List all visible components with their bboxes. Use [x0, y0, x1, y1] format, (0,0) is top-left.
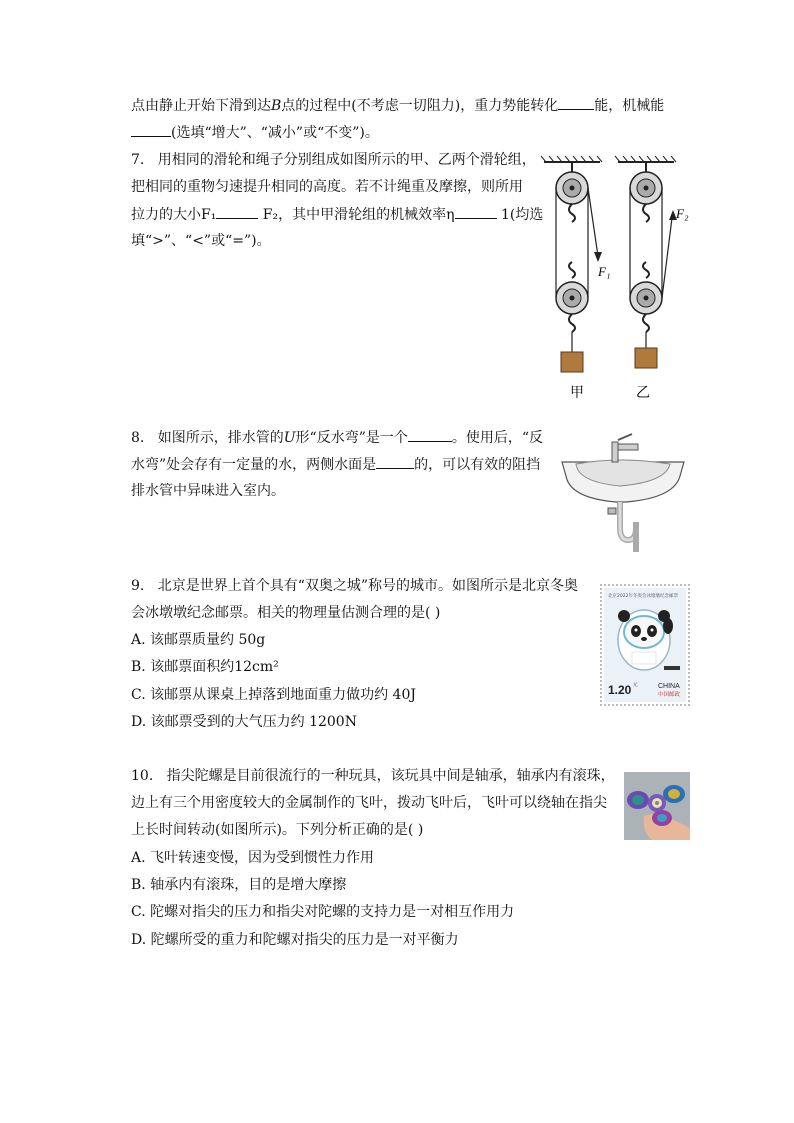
- figure-label-yi: 乙: [636, 385, 650, 401]
- q10-option-d[interactable]: D. 陀螺所受的重力和陀螺对指尖的压力是一对平衡力: [131, 932, 459, 948]
- q8-line-2: [131, 454, 540, 475]
- q7-line-2: [131, 177, 523, 197]
- question-number: 9.: [131, 578, 145, 594]
- force-label-f2: F₂: [676, 206, 689, 221]
- q9-text: 北京是世界上首个具有“双奥之城”称号的城市。如图所示是北京冬奥: [157, 578, 579, 594]
- q10-option-c[interactable]: C. 陀螺对指尖的压力和指尖对陀螺的支持力是一对相互作用力: [131, 904, 515, 920]
- q9-line-2: [131, 603, 440, 623]
- ceiling-jia: [541, 156, 602, 162]
- weight-block: [561, 352, 583, 372]
- stamp-figure: [600, 584, 690, 706]
- q6-text: (选填“增大”、“减小”或“不变”)。: [171, 125, 379, 141]
- q8-text: 的，可以有效的阻挡: [414, 457, 541, 473]
- q9-line-1: [131, 576, 578, 596]
- q6-text: 点由静止开始下滑到达: [131, 98, 271, 114]
- q7-line-3: [131, 204, 543, 225]
- stamp-unit: 元: [633, 683, 638, 688]
- answer-blank[interactable]: [216, 204, 258, 219]
- q7-text: F₂，其中甲滑轮组的机械效率η: [262, 207, 455, 223]
- q7-text: 拉力的大小F₁: [131, 207, 217, 223]
- answer-blank[interactable]: [455, 204, 497, 219]
- q10-text: 边上有三个用密度较大的金属制作的飞叶，拨动飞叶后，飞叶可以绕轴在指尖: [131, 795, 607, 811]
- q7-line-1: [131, 150, 536, 170]
- q8-line-1: [131, 427, 543, 448]
- question-number: 7.: [131, 152, 145, 168]
- stamp-value: 1.20: [608, 683, 632, 697]
- q7-text: 1(均选: [500, 207, 544, 223]
- ceiling-yi: [615, 156, 676, 162]
- q8-text: 水弯”处会存有一定量的水，两侧水面是: [131, 457, 377, 473]
- fidget-spinner-figure: [624, 772, 690, 840]
- q10-option-b[interactable]: B. 轴承内有滚珠，目的是增大摩擦: [131, 877, 347, 893]
- q10-option-a[interactable]: A. 飞叶转速变慢，因为受到惯性力作用: [131, 850, 375, 866]
- q8-text: 形“反水弯”是一个: [295, 430, 408, 446]
- stamp-country-en: CHINA: [658, 683, 680, 690]
- answer-blank[interactable]: [131, 122, 171, 137]
- q9-option-d[interactable]: D. 该邮票受到的大气压力约 1200N: [131, 714, 357, 730]
- q7-text: 填“>”、“<”或“=”)。: [131, 233, 271, 249]
- q10-text: 指尖陀螺是目前很流行的一种玩具，该玩具中间是轴承，轴承内有滚珠，: [166, 768, 615, 784]
- q8-line-3: [131, 481, 285, 501]
- q7-text: 把相同的重物匀速提升相同的高度。若不计绳重及摩擦，则所用: [131, 179, 523, 195]
- q8-text: 排水管中异味进入室内。: [131, 483, 285, 499]
- q6-line-2: [131, 122, 379, 143]
- pulley-figure: [540, 152, 710, 408]
- q6-line-1: [131, 95, 664, 116]
- q9-option-c[interactable]: C. 该邮票从课桌上掉落到地面重力做功约 40J: [131, 687, 416, 703]
- question-number: 10.: [131, 768, 154, 784]
- sink-figure: [556, 432, 690, 552]
- question-number: 8.: [131, 430, 145, 446]
- q6-text: 点的过程中(不考虑一切阻力)，重力势能转化: [281, 98, 559, 114]
- weight-block: [635, 348, 657, 368]
- q10-line-3: [131, 820, 423, 840]
- q8-u-letter: U: [283, 430, 296, 446]
- q7-text: 用相同的滑轮和绳子分别组成如图所示的甲、乙两个滑轮组，: [157, 152, 536, 168]
- q9-text: 会冰墩墩纪念邮票。相关的物理量估测合理的是( ): [131, 605, 441, 621]
- answer-blank[interactable]: [558, 95, 594, 110]
- answer-blank[interactable]: [376, 454, 414, 469]
- q10-text: 上长时间转动(如图所示)。下列分析正确的是( ): [131, 822, 424, 838]
- q10-line-2: [131, 793, 607, 813]
- answer-blank[interactable]: [408, 427, 452, 442]
- q8-text: 如图所示，排水管的: [157, 430, 284, 446]
- stamp-country-cn: 中国邮政: [658, 692, 681, 698]
- q10-line-1: [131, 766, 615, 786]
- q9-option-b[interactable]: B. 该邮票面积约12cm²: [131, 659, 279, 675]
- figure-label-jia: 甲: [570, 385, 584, 401]
- faucet-icon: [612, 442, 618, 462]
- stamp-header: 北京2022年冬奥会冰墩墩纪念邮票: [608, 594, 678, 599]
- q6-text: 能，机械能: [594, 98, 665, 114]
- bing-dwen-dwen-stamp: [602, 586, 688, 704]
- force-label-f1: F₁: [598, 264, 611, 279]
- pulley-system-jia: [556, 162, 610, 401]
- pulley-system-yi: [630, 162, 689, 401]
- q7-line-4: [131, 231, 271, 251]
- q6-point-b: B: [271, 98, 282, 114]
- q8-text: 。使用后，“反: [451, 430, 544, 446]
- q9-option-a[interactable]: A. 该邮票质量约 50g: [131, 632, 266, 648]
